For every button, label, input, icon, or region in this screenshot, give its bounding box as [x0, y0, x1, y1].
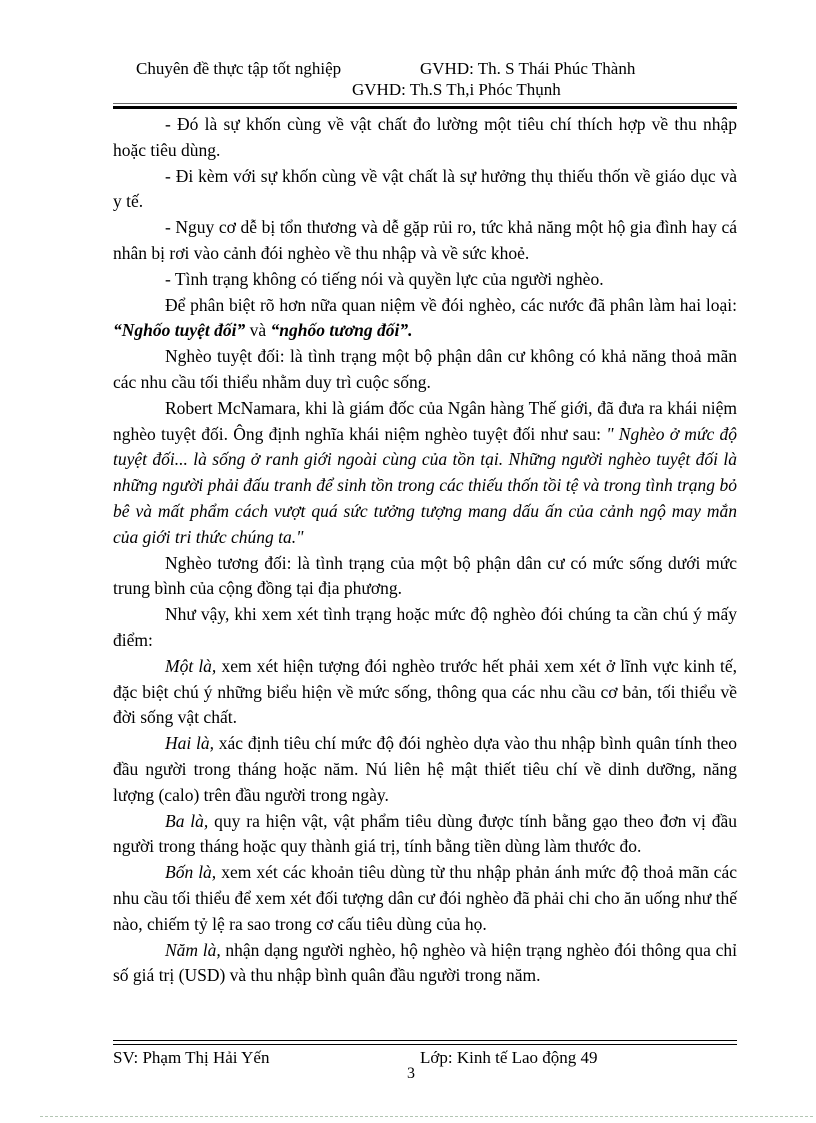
text-run: Ba là, [165, 810, 209, 831]
header-course-title: Chuyên đề thực tập tốt nghiệp [136, 59, 342, 78]
paragraph [113, 215, 737, 267]
paragraph [113, 602, 737, 654]
footer-row [113, 1047, 737, 1082]
text-run: Một là, [165, 655, 217, 676]
text-run: - Đi kèm với sự khốn cùng về vật chất là sự hưởng thụ thiếu thốn về giáo dục và y tế. [113, 165, 737, 212]
text-run: Nghèo tuyệt đối: là tình trạng một bộ phận dân cư không có khả năng thoả mãn các nhu cầu tối thiểu nhằm duy trì cuộc sống. [113, 346, 737, 392]
paragraph [113, 551, 737, 603]
paragraph [113, 860, 737, 937]
text-run: - Tình trạng không có tiếng nói và quyền lực của người nghèo. [165, 268, 604, 289]
page-footer [113, 1040, 737, 1082]
text-run: và [245, 320, 271, 341]
text-run: Hai là, [165, 733, 215, 754]
page-number: 3 [407, 1065, 415, 1082]
paragraph [113, 654, 737, 731]
bottom-dashed-line [40, 1116, 813, 1117]
text-run: Nghèo tương đối: là tình trạng của một bộ phận dân cư có mức sống dưới mức trung bình của cộng đồng tại địa phương. [113, 552, 737, 599]
paragraph [113, 809, 737, 861]
header-gvhd-1: GVHD: Th. S Thái Phúc Thành [420, 59, 636, 78]
text-run: Như vậy, khi xem xét tình trạng hoặc mức độ nghèo đói chúng ta cần chú ý mấy điểm: [113, 604, 737, 650]
paragraph [113, 396, 737, 551]
paragraph [113, 112, 737, 164]
text-run: Bốn là, [165, 862, 217, 883]
header-rule [113, 103, 737, 109]
paragraph [113, 344, 737, 396]
text-run: “nghốo tương đối”. [270, 320, 413, 341]
text-run: - Nguy cơ dễ bị tổn thương và dễ gặp rủi ro, tức khả năng một hộ gia đình hay cá nhân bị rơi vào cảnh đói nghèo về thu nhập và về sức khoẻ. [113, 217, 737, 263]
text-run: “Nghốo tuyệt đối” [113, 320, 246, 341]
document-body [113, 112, 737, 989]
header-line-2 [113, 79, 737, 100]
page-header [113, 58, 737, 109]
text-run: - Đó là sự khốn cùng về vật chất đo lường một tiêu chí thích hợp về thu nhập hoặc tiêu dùng. [113, 114, 737, 160]
text-run: xác định tiêu chí mức độ đói nghèo dựa vào thu nhập bình quân tính theo đầu người trong tháng hoặc năm. Nú liên hệ mật thiết tiêu chí về dinh dưỡng, năng lượng (calo) trên đầu người trong ngày. [113, 733, 737, 805]
text-run: Năm là, [165, 939, 221, 960]
paragraph [113, 267, 737, 293]
text-run: xem xét các khoản tiêu dùng từ thu nhập phản ánh mức độ thoả mãn các nhu cầu tối thiểu để xem xét đối tượng dân cư đói nghèo đã phải chi cho ăn uống như thế nào, chiếm tỷ lệ ra sao trong cơ cấu tiêu dùng của họ. [113, 862, 737, 934]
page-content [113, 58, 737, 989]
text-run: quy ra hiện vật, vật phẩm tiêu dùng được tính bằng gạo theo đơn vị đầu người trong tháng hoặc quy thành giá trị, tính bằng tiền dùng làm thước đo. [113, 810, 737, 857]
text-run: " Nghèo ở mức độ tuyệt đối... là sống ở ranh giới ngoài cùng của tồn tại. Những người nghèo tuyệt đối là những người phải đấu tranh để sinh tồn trong các thiếu thốn tồi tệ và trong tình trạng bỏ bê và mất phẩm cách vượt quá sức tưởng tượng mang dấu ấn của cảnh ngộ may mắn của giới tri thức chúng ta." [113, 423, 738, 547]
footer-class: Lớp: Kinh tế Lao động 49 [420, 1048, 598, 1067]
paragraph [113, 938, 737, 990]
text-run: Để phân biệt rõ hơn nữa quan niệm về đói nghèo, các nước đã phân làm hai loại: [165, 294, 737, 315]
text-run: xem xét hiện tượng đói nghèo trước hết phải xem xét ở lĩnh vực kinh tế, đặc biệt chú ý những biểu hiện về mức sống, thông qua các nhu cầu cơ bản, tối thiểu về đời sống vật chất. [113, 655, 737, 728]
footer-rule [113, 1040, 737, 1045]
text-run: nhận dạng người nghèo, hộ nghèo và hiện trạng nghèo đói thông qua chỉ số giá trị (USD) và thu nhập bình quân đầu người trong năm. [113, 939, 737, 986]
paragraph [113, 731, 737, 808]
text-run: Robert McNamara, khi là giám đốc của Ngân hàng Thế giới, đã đưa ra khái niệm nghèo tuyệt đối. Ông định nghĩa khái niệm nghèo tuyệt đối như sau: [113, 397, 737, 444]
header-line-1 [113, 58, 737, 79]
header-gvhd-2: GVHD: Th.S Th,i Phóc Thụnh [352, 80, 561, 99]
footer-student: SV: Phạm Thị Hải Yến [113, 1048, 270, 1067]
paragraph [113, 164, 737, 216]
paragraph [113, 293, 737, 345]
